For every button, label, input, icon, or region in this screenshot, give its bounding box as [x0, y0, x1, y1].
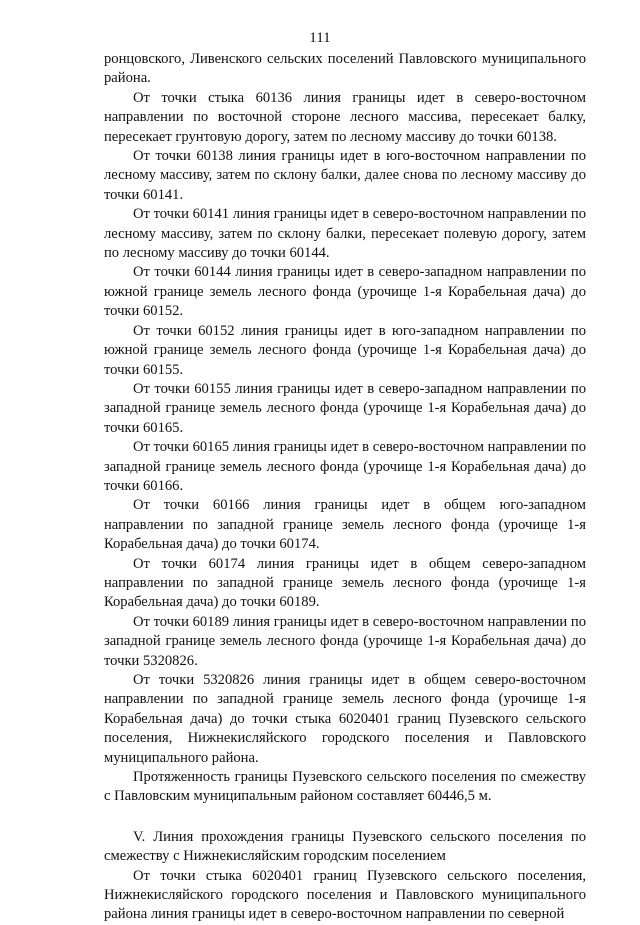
document-body	[104, 50, 586, 925]
paragraph-point-60166: От точки 60166 линия границы идет в общем юго-западном направлении по западной границе земель лесного фонда (урочище 1-я Корабельная дача) до точки 60174.	[104, 497, 586, 553]
page-number: 111	[309, 30, 331, 46]
paragraph-boundary-length: Протяженность границы Пузевского сельского поселения по смежеству с Павловским муниципальным районом составляет 60446,5 м.	[104, 769, 586, 805]
paragraph-point-60144: От точки 60144 линия границы идет в северо-западном направлении по южной границе земель лесного фонда (урочище 1-я Корабельная дача) до точки 60152.	[104, 264, 586, 320]
paragraph-point-6020401: От точки стыка 6020401 границ Пузевского сельского поселения, Нижнекисляйского городского поселения и Павловского муниципального района линия границы идет в северо-восточном направлении по северной	[104, 867, 586, 923]
paragraph-point-60174: От точки 60174 линия границы идет в общем северо-западном направлении по западной границе земель лесного фонда (урочище 1-я Корабельная дача) до точки 60189.	[104, 555, 586, 611]
paragraph-point-60141: От точки 60141 линия границы идет в северо-восточном направлении по лесному массиву, затем по склону балки, пересекает полевую дорогу, затем по лесному массиву до точки 60144.	[104, 206, 586, 262]
paragraph-point-60152: От точки 60152 линия границы идет в юго-западном направлении по южной границе земель лесного фонда (урочище 1-я Корабельная дача) до точки 60155.	[104, 322, 586, 378]
paragraph-point-60165: От точки 60165 линия границы идет в северо-восточном направлении по западной границе земель лесного фонда (урочище 1-я Корабельная дача) до точки 60166.	[104, 439, 586, 494]
paragraph-continuation: ронцовского, Ливенского сельских поселений Павловского муниципального района.	[104, 51, 586, 87]
paragraph-point-60189: От точки 60189 линия границы идет в северо-восточном направлении по западной границе земель лесного фонда (урочище 1-я Корабельная дача) до точки 5320826.	[104, 613, 586, 669]
paragraph-point-60138: От точки 60138 линия границы идет в юго-восточном направлении по лесному массиву, затем по склону балки, далее снова по лесному массиву до точки 60141.	[104, 148, 586, 203]
section-heading: V. Линия прохождения границы Пузевского сельского поселения по смежеству с Нижнекисляйским городским поселением	[104, 828, 586, 865]
paragraph-point-60136: От точки стыка 60136 линия границы идет в северо-восточном направлении по восточной стороне лесного массива, пересекает балку, пересекает грунтовую дорогу, затем по лесному массиву до точки 60138.	[104, 89, 586, 145]
paragraph-point-5320826: От точки 5320826 линия границы идет в общем северо-восточном направлении по западной границе земель лесного фонда (урочище 1-я Корабельная дача) до точки стыка 6020401 границ Пузевского сельского поселения, Нижнекисляйского городского поселения и Павловского муниципального района.	[104, 672, 586, 766]
paragraph-point-60155: От точки 60155 линия границы идет в северо-западном направлении по западной границе земель лесного фонда (урочище 1-я Корабельная дача) до точки 60165.	[104, 380, 586, 436]
